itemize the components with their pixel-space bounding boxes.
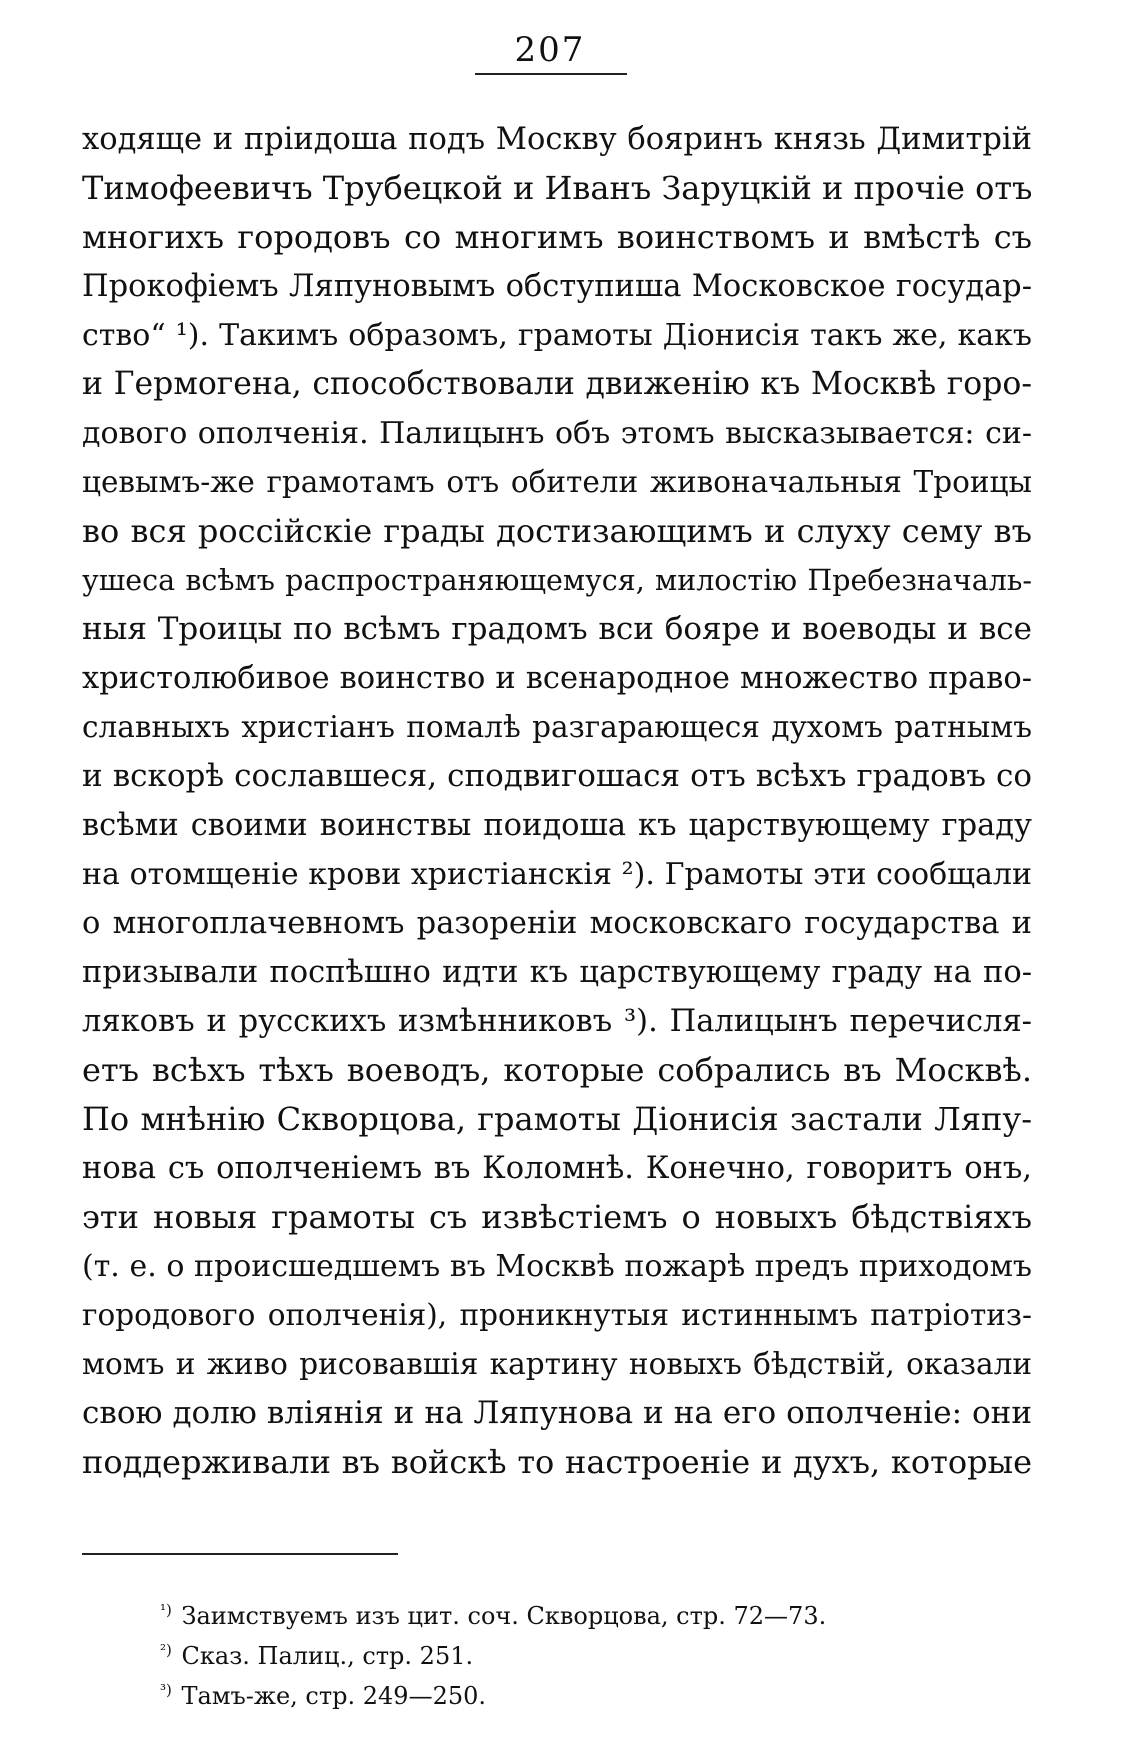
text-line: нова съ ополченіемъ въ Коломнѣ. Конечно, говоритъ онъ, xyxy=(82,1151,1032,1186)
text-line: и Гермогена, способствовали движенію къ Москвѣ горо- xyxy=(82,366,1032,402)
page-number: 207 xyxy=(514,30,586,70)
text-line: всѣми своими воинствы поидоша къ царствующему граду xyxy=(82,808,1032,843)
text-line: во вся россійскіе грады достизающимъ и слуху сему въ xyxy=(82,512,1032,550)
text-line: славныхъ христіанъ помалѣ разгарающеся духомъ ратнымъ xyxy=(82,710,1032,744)
footnote-text: Заимствуемъ изъ цит. соч. Скворцова, стр. 72—73. xyxy=(181,1602,827,1630)
footnote xyxy=(160,1630,980,1670)
text-line: По мнѣнію Скворцова, грамоты Діонисія застали Ляпу- xyxy=(82,1100,1032,1138)
page-number-underline xyxy=(475,73,627,75)
text-line: христолюбивое воинство и всенародное множество право- xyxy=(82,661,1032,696)
text-line: многихъ городовъ со многимъ воинствомъ и вмѣстѣ съ xyxy=(82,218,1032,256)
text-line: свою долю вліянія и на Ляпунова и на его ополченіе: они xyxy=(82,1395,1032,1431)
footnote xyxy=(160,1670,980,1710)
text-line: городового ополченія), проникнутыя истиннымъ патріотиз- xyxy=(82,1298,1032,1332)
footnote xyxy=(160,1590,980,1630)
text-line: етъ всѣхъ тѣхъ воеводъ, которые собрались въ Москвѣ. xyxy=(82,1051,1032,1089)
text-line: на отомщеніе крови христіанскія ²). Грамоты эти сообщали xyxy=(82,857,1032,892)
text-line: момъ и живо рисовавшія картину новыхъ бѣдствій, оказали xyxy=(82,1347,1032,1381)
text-line: дового ополченія. Палицынъ объ этомъ высказывается: си- xyxy=(82,416,1032,451)
footnotes xyxy=(160,1590,980,1710)
text-line: о многоплачевномъ разореніи московскаго государства и xyxy=(82,906,1032,941)
text-line: призывали поспѣшно идти къ царствующему граду на по- xyxy=(82,955,1032,990)
text-line: ляковъ и русскихъ измѣнниковъ ³). Палицынъ перечисля- xyxy=(82,1004,1032,1039)
text-line: Тимофеевичъ Трубецкой и Иванъ Заруцкій и прочіе отъ xyxy=(82,169,1032,207)
text-line: Прокофіемъ Ляпуновымъ обступиша Московское государ- xyxy=(82,269,1032,304)
text-line: ходяще и пріидоша подъ Москву бояринъ князь Димитрій xyxy=(82,122,1032,157)
footnote-mark: ³) xyxy=(160,1681,172,1699)
text-line: эти новыя грамоты съ извѣстіемъ о новыхъ бѣдствіяхъ xyxy=(82,1198,1032,1236)
footnote-mark: ¹) xyxy=(160,1601,172,1619)
text-line: ушеса всѣмъ распространяющемуся, милостію Пребезначаль- xyxy=(82,564,1032,597)
text-line: цевымъ-же грамотамъ отъ обители живоначальныя Троицы xyxy=(82,465,1032,499)
text-line: ныя Троицы по всѣмъ градомъ вси бояре и воеводы и все xyxy=(82,611,1032,647)
text-line: и вскорѣ сославшеся, сподвигошася отъ всѣхъ градовъ со xyxy=(82,758,1032,794)
footnote-mark: ²) xyxy=(160,1641,172,1659)
text-line: (т. е. о происшедшемъ въ Москвѣ пожарѣ предъ приходомъ xyxy=(82,1249,1032,1284)
body-text xyxy=(82,115,1032,1487)
text-line: поддерживали въ войскѣ то настроеніе и духъ, которые xyxy=(82,1443,1032,1481)
footnote-text: Сказ. Палиц., стр. 251. xyxy=(181,1642,474,1670)
footnote-text: Тамъ-же, стр. 249—250. xyxy=(181,1682,487,1710)
text-line: ство“ ¹). Такимъ образомъ, грамоты Діонисія такъ же, какъ xyxy=(82,318,1032,353)
footnote-separator xyxy=(82,1553,398,1555)
